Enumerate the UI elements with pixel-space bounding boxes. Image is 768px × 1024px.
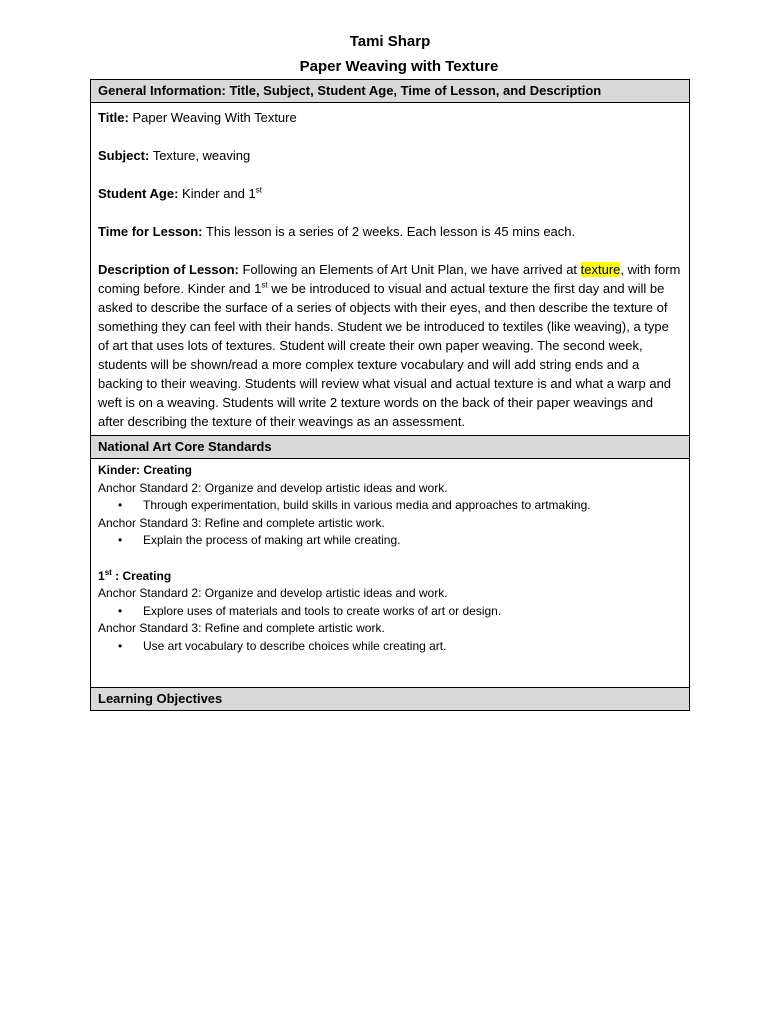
kinder-bullet-2 [98, 532, 682, 550]
bullet-marker: • [118, 603, 123, 618]
time-label: Time for Lesson: [98, 224, 203, 239]
title-value: Paper Weaving With Texture [132, 110, 297, 125]
kinder-bullet-1 [98, 497, 682, 515]
standards-cell [91, 459, 690, 688]
time-value: This lesson is a series of 2 weeks. Each lesson is 45 mins each. [205, 224, 576, 239]
objectives-header-row [91, 688, 690, 711]
first-anchor-3: Anchor Standard 3: Refine and complete artistic work. [98, 621, 385, 636]
bullet-marker: • [118, 498, 123, 513]
subject-value: Texture, weaving [152, 148, 251, 163]
title-label: Title: [98, 110, 129, 125]
student-age-label: Student Age: [98, 186, 179, 201]
kinder-anchor-2: Anchor Standard 2: Organize and develop artistic ideas and work. [98, 480, 448, 495]
general-info-header-row [91, 80, 690, 103]
student-age-line [98, 184, 682, 203]
standards-heading: National Art Core Standards [91, 436, 690, 459]
time-line [98, 222, 682, 241]
kinder-bullet-2-text: Explain the process of making art while creating. [143, 533, 401, 548]
general-info-cell [91, 103, 690, 436]
description-label: Description of Lesson: [98, 262, 239, 277]
author-name: Tami Sharp [349, 33, 431, 50]
first-grade-heading [98, 568, 682, 586]
description-text-3: we be introduced to visual and actual texture the first day and will be asked to describe the surface of a series of objects with their eyes, and then describe the texture of something they can feel with their hands. Student we be introduced to textiles (like weaving), a type of art that uses lots of textures. Student will create their own paper weaving. The second week, students will be shown/read a more complex texture vocabulary and will add string ends and a backing to their weaving. Students will review what visual and actual texture is and what a warp and weft is on a weaving. Students will write 2 texture words on the back of their paper weavings and after describing the texture of their weavings as an assessment. [98, 281, 672, 429]
general-info-heading: General Information: Title, Subject, Student Age, Time of Lesson, and Description [91, 80, 690, 103]
description-text-2: , with form coming before. Kinder and 1 [98, 262, 681, 296]
standards-header-row [91, 436, 690, 459]
kinder-anchor-3: Anchor Standard 3: Refine and complete artistic work. [98, 515, 385, 530]
first-bullet-1-text: Explore uses of materials and tools to create works of art or design. [143, 603, 502, 618]
bullet-marker: • [118, 638, 123, 653]
first-grade-number: 1 [98, 568, 105, 583]
first-bullet-2 [98, 638, 682, 656]
highlighted-word: texture [580, 262, 621, 277]
student-age-superscript: st [255, 185, 262, 195]
objectives-heading: Learning Objectives [91, 688, 690, 711]
description-text-1: Following an Elements of Art Unit Plan, we have arrived at [242, 262, 578, 277]
title-line [98, 108, 682, 127]
document-title: Paper Weaving with Texture [299, 58, 499, 75]
description-paragraph [98, 260, 682, 431]
first-grade-rest: : Creating [111, 568, 172, 583]
general-info-row [91, 103, 690, 436]
description-superscript: st [261, 280, 268, 290]
first-anchor-2: Anchor Standard 2: Organize and develop artistic ideas and work. [98, 586, 448, 601]
standards-row [91, 459, 690, 688]
first-bullet-2-text: Use art vocabulary to describe choices while creating art. [143, 638, 447, 653]
kinder-bullet-1-text: Through experimentation, build skills in various media and approaches to artmaking. [143, 498, 591, 513]
first-bullet-1 [98, 603, 682, 621]
lesson-plan-table [90, 79, 690, 711]
student-age-value: Kinder and 1 [182, 186, 256, 201]
kinder-heading: Kinder: Creating [98, 463, 193, 477]
bullet-marker: • [118, 533, 123, 548]
subject-line [98, 146, 682, 165]
first-grade-superscript: st [104, 567, 112, 577]
subject-label: Subject: [98, 148, 150, 163]
